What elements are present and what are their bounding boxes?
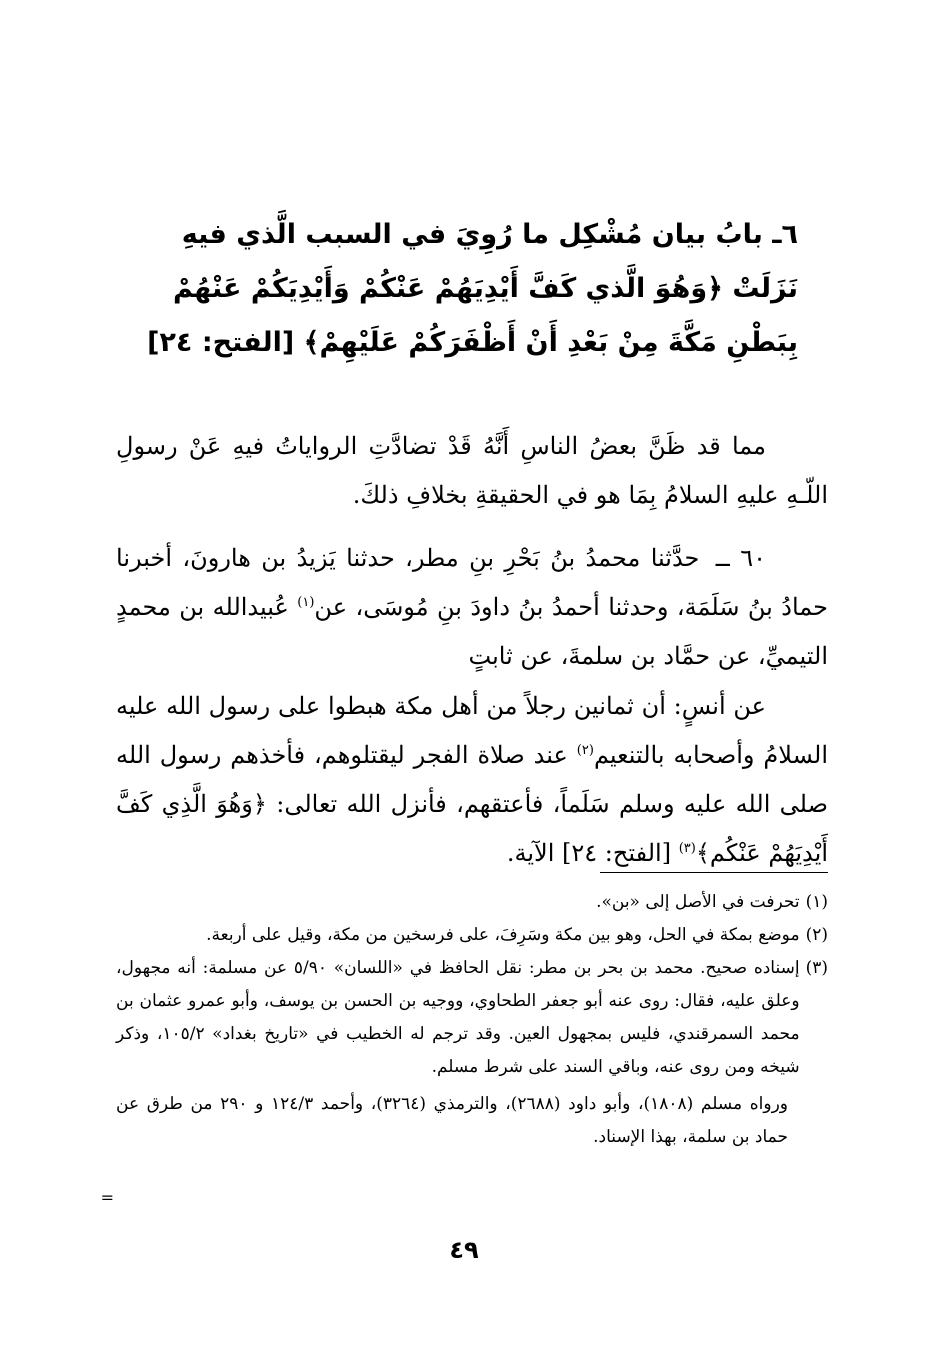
footnote-number: (١) — [805, 892, 828, 912]
footnote-2 — [116, 919, 828, 952]
hadith-chain-text-2: عُبيدالله بن محمدٍ التيميِّ، عن حمَّاد بن سلمةَ، عن ثابتٍ — [116, 593, 828, 670]
footnote-ref-2[interactable]: (٢) — [576, 743, 594, 758]
hadith-number: ٦٠ ــ — [715, 544, 766, 572]
page-number: ٤٩ — [449, 1236, 479, 1264]
chapter-heading — [147, 208, 798, 370]
chapter-heading-line-1: ٦ـ بابُ بيان مُشْكِل ما رُوِيَ في السبب الَّذي فيهِ — [181, 219, 798, 250]
footnote-number: (٢) — [805, 925, 828, 945]
hadith-text-1: عن أنسٍ: أن ثمانين رجلاً من أهل مكة هبطوا على رسول الله عليه السلامُ وأصحابه بالتنعيم — [116, 692, 828, 769]
footnote-1 — [116, 886, 828, 919]
footnotes-section — [116, 886, 828, 1154]
footnote-text: موضع بمكة في الحل، وهو بين مكة وسَرِفَ، على فرسخين من مكة، وقيل على أربعة. — [206, 925, 800, 945]
footnote-ref-1[interactable]: (١) — [297, 595, 315, 610]
footnote-3-continuation: ورواه مسلم (١٨٠٨)، وأبو داود (٢٦٨٨)، والترمذي (٣٢٦٤)، وأحمد ١٢٤/٣ و ٢٩٠ من طرق عن حماد بن سلمة، بهذا الإسناد. — [116, 1094, 788, 1147]
footnote-text: تحرفت في الأصل إلى «بن». — [596, 892, 800, 912]
footnote-3 — [116, 952, 828, 1084]
hadith-text-2: عند صلاة الفجر ليقتلوهم، فأخذهم رسول الله صلى الله عليه وسلم سَلَماً، فأعتقهم، فأنزل الله تعالى: ﴿وَهُوَ الَّذِي كَفَّ أَيْدِيَهُمْ عَنْكُم﴾ — [116, 741, 828, 867]
intro-paragraph: مما قد ظَنَّ بعضُ الناسِ أَنَّهُ قَدْ تضادَّتِ الرواياتُ فيهِ عَنْ رسولِ اللّـهِ عليهِ السلامُ بِمَا هو في الحقيقةِ بخلافِ ذلكَ. — [116, 432, 828, 509]
footnote-number: (٣) — [805, 958, 828, 978]
hadith-chain-text-1: حدَّثنا محمدُ بنُ بَحْرِ بنِ مطر، حدثنا يَزيدُ بن هارونَ، أخبرنا حمادُ بنُ سَلَمَة، وحدثنا أحمدُ بنُ داودَ بنِ مُوسَى، عن — [116, 544, 828, 621]
hadith-text-3: [الفتح: ٢٤] الآية. — [506, 839, 672, 867]
footnote-text: إسناده صحيح. محمد بن بحر بن مطر: نقل الحافظ في «اللسان» ٥/٩٠ عن مسلمة: أنه مجهول، وعلق عليه، فقال: روى عنه أبو جعفر الطحاوي، ووجيه بن الحسن بن يوسف، وأبو عمرو عثمان بن محمد السمرقندي، فليس بمجهول العين. وقد ترجم له الخطيب في «تاريخ بغداد» ١٠٥/٢، وذكر شيخه ومن روى عنه، وباقي السند على شرط مسلم. — [116, 958, 800, 1077]
hadith-chain-paragraph — [116, 534, 828, 681]
chapter-heading-line-3: بِبَطْنِ مَكَّةَ مِنْ بَعْدِ أَنْ أَظْفَرَكُمْ عَلَيْهِمْ﴾ [الفتح: ٢٤] — [147, 327, 798, 358]
footnote-divider — [600, 872, 828, 873]
continuation-mark: = — [100, 1188, 114, 1207]
chapter-heading-line-2: نَزَلَتْ ﴿وَهُوَ الَّذي كَفَّ أَيْدِيَهُمْ عَنْكُمْ وَأَيْدِيَكُمْ عَنْهُمْ — [172, 273, 798, 304]
footnote-ref-3[interactable]: (٣) — [678, 841, 696, 856]
hadith-text-paragraph — [116, 682, 828, 878]
